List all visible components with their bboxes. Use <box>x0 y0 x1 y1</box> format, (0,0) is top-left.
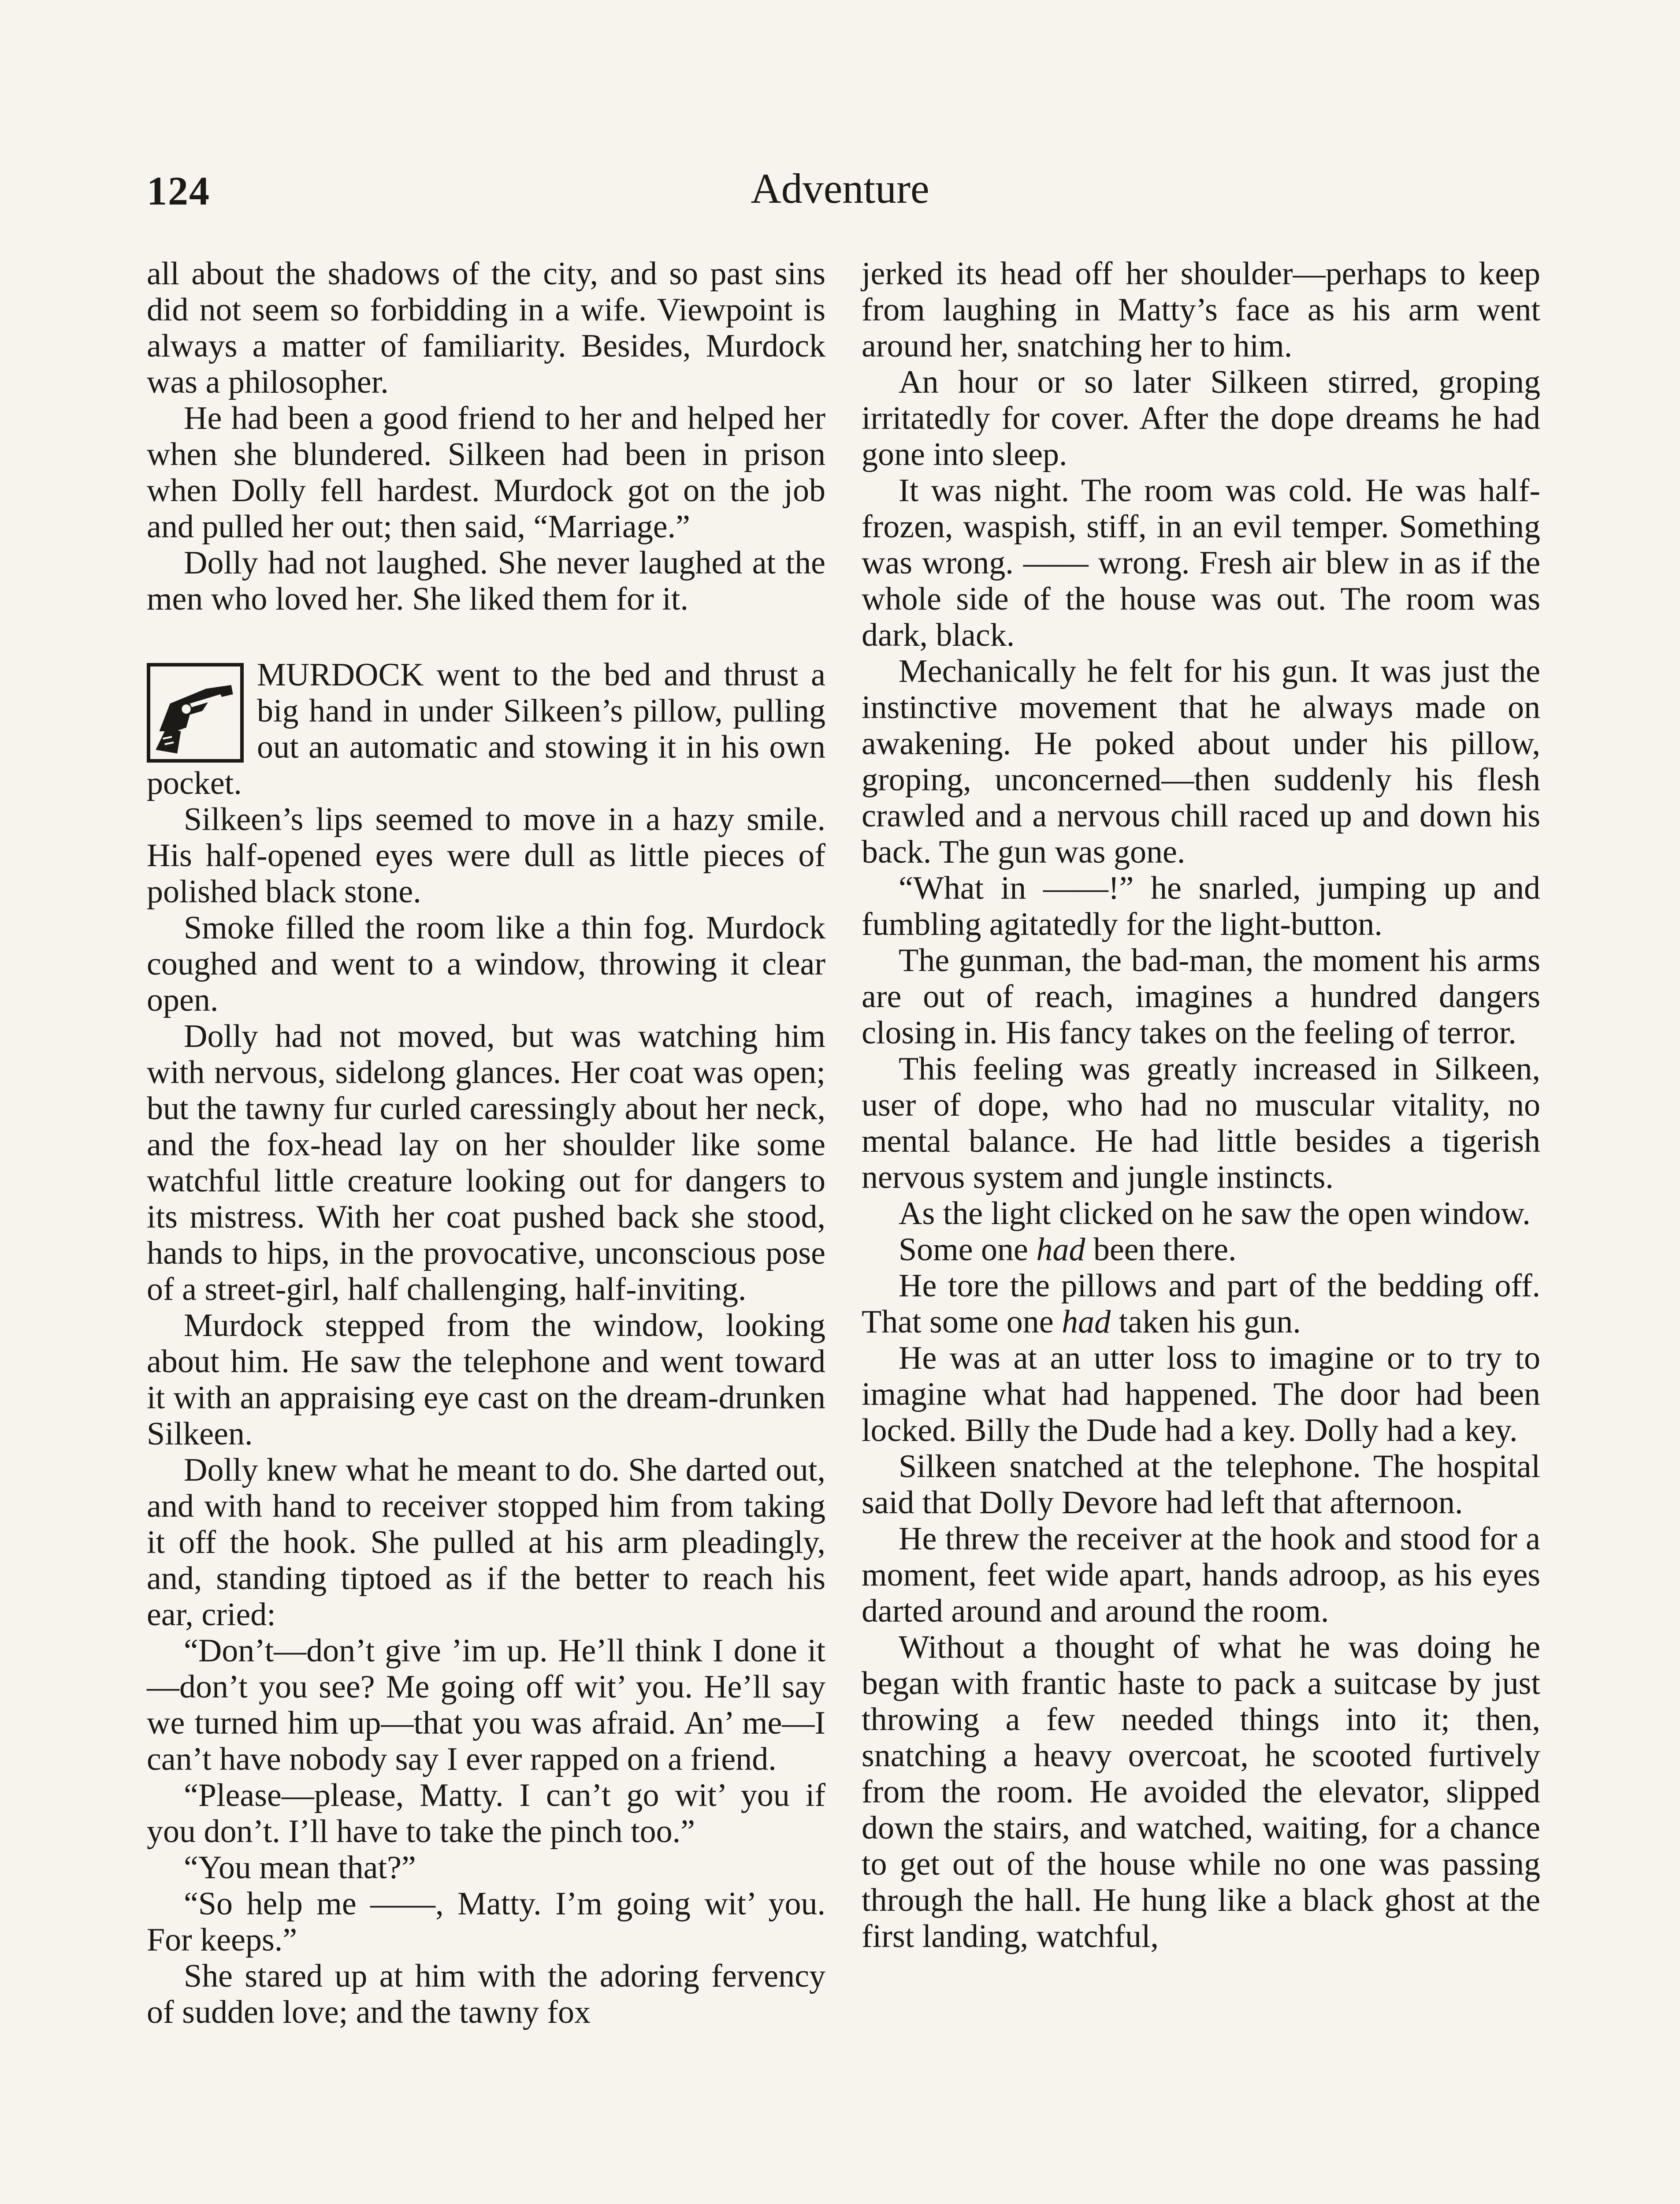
paragraph: He was at an utter loss to imagine or to try to imagine what had happened. The door had been locked. Billy the Dude had a key. Dolly had a key. <box>862 1340 1540 1448</box>
text-run: taken his gun. <box>1111 1304 1301 1340</box>
paragraph: He threw the receiver at the hook and stood for a moment, feet wide apart, hands adroop, as his eyes darted around and around the room. <box>862 1521 1540 1629</box>
paragraph: The gunman, the bad-man, the moment his arms are out of reach, imagines a hundred dangers closing in. His fancy takes on the feeling of terror. <box>862 942 1540 1051</box>
paragraph: “You mean that?” <box>184 1850 416 1886</box>
paragraph <box>862 1232 1540 1268</box>
paragraph: Silkeen snatched at the telephone. The hospital said that Dolly Devore had left that afternoon. <box>862 1448 1540 1521</box>
paragraph: “Please—please, Matty. I can’t go wit’ you if you don’t. I’ll have to take the pinch too.” <box>147 1777 825 1850</box>
magazine-title: Adventure <box>751 165 929 212</box>
page-number: 124 <box>147 168 210 213</box>
paragraph: An hour or so later Silkeen stirred, groping irritatedly for cover. After the dope dreams he had gone into sleep. <box>862 364 1540 473</box>
italic-word: had <box>1036 1232 1085 1268</box>
paragraph <box>862 1268 1540 1340</box>
italic-word: had <box>1062 1304 1111 1340</box>
right-column <box>862 256 1540 1955</box>
left-column <box>147 256 825 2030</box>
paragraph: Murdock stepped from the window, looking about him. He saw the telephone and went toward it with an appraising eye cast on the dream-drunken Silkeen. <box>147 1307 825 1452</box>
paragraph: Dolly knew what he meant to do. She darted out, and with hand to receiver stopped him from taking it off the hook. She pulled at his arm pleadingly, and, standing tiptoed as if the better to reach his ear, cried: <box>147 1452 825 1633</box>
paragraph: She stared up at him with the adoring fervency of sudden love; and the tawny fox <box>147 1958 825 2030</box>
paragraph: It was night. The room was cold. He was half-frozen, waspish, stiff, in an evil temper. Something was wrong. —— wrong. Fresh air blew in as if the whole side of the house was out. The room was dark, black. <box>862 473 1540 653</box>
paragraph: Smoke filled the room like a thin fog. Murdock coughed and went to a window, throwing it clear open. <box>147 910 825 1018</box>
paragraph: “So help me ——, Matty. I’m going wit’ you. For keeps.” <box>147 1886 825 1958</box>
text-run: Some one <box>899 1232 1037 1268</box>
paragraph: Silkeen’s lips seemed to move in a hazy smile. His half-opened eyes were dull as little pieces of polished black stone. <box>147 801 825 910</box>
lead-word: MURDOCK <box>257 657 424 693</box>
paragraph: “Don’t—don’t give ’im up. He’ll think I done it—don’t you see? Me going off wit’ you. He’ll say we turned him up—that you was afraid. An’ me—I can’t have nobody say I ever rapped on a friend. <box>147 1633 825 1777</box>
text-run: been there. <box>1085 1232 1237 1268</box>
opening-text: went to the bed and thrust a big hand in under Silkeen’s pillow, pulling out an automatic and stowing it in his own pocket. <box>147 657 825 801</box>
paragraph: He had been a good friend to her and helped her when she blundered. Silkeen had been in prison when Dolly fell hardest. Murdock got on the job and pulled her out; then said, “Marriage.” <box>147 400 825 545</box>
paragraph: Dolly had not laughed. She never laughed at the men who loved her. She liked them for it. <box>147 545 825 617</box>
paragraph: Mechanically he felt for his gun. It was just the instinctive movement that he always made on awakening. He poked about under his pillow, groping, unconcerned—then suddenly his flesh crawled and a nervous chill raced up and down his back. The gun was gone. <box>862 653 1540 870</box>
revolver-hand-ornament-icon <box>147 663 244 763</box>
paragraph: jerked its head off her shoulder—perhaps to keep from laughing in Matty’s face as his arm went around her, snatching her to him. <box>862 256 1540 364</box>
paragraph: As the light clicked on he saw the open window. <box>899 1195 1531 1232</box>
paragraph: This feeling was greatly increased in Silkeen, user of dope, who had no muscular vitality, no mental balance. He had little besides a tigerish nervous system and jungle instincts. <box>862 1051 1540 1195</box>
paragraph: all about the shadows of the city, and so past sins did not seem so forbidding in a wife. Viewpoint is always a matter of familiarity. Besides, Murdock was a philosopher. <box>147 256 825 400</box>
section-opening-paragraph <box>147 657 825 801</box>
paragraph: Without a thought of what he was doing he began with frantic haste to pack a suitcase by just throwing a few needed things into it; then, snatching a heavy overcoat, he scooted furtively from the room. He avoided the elevator, slipped down the stairs, and watched, waiting, for a chance to get out of the house while no one was passing through the hall. He hung like a black ghost at the first landing, watchful, <box>862 1629 1540 1955</box>
text-run: He tore the pillows and part of the bedding off. That some one <box>862 1268 1540 1340</box>
paragraph: Dolly had not moved, but was watching him with nervous, sidelong glances. Her coat was open; but the tawny fur curled caressingly about her neck, and the fox-head lay on her shoulder like some watchful little creature looking out for dangers to its mistress. With her coat pushed back she stood, hands to hips, in the provocative, unconscious pose of a street-girl, half challenging, half-inviting. <box>147 1018 825 1307</box>
paragraph: “What in ——!” he snarled, jumping up and fumbling agitatedly for the light-button. <box>862 870 1540 942</box>
